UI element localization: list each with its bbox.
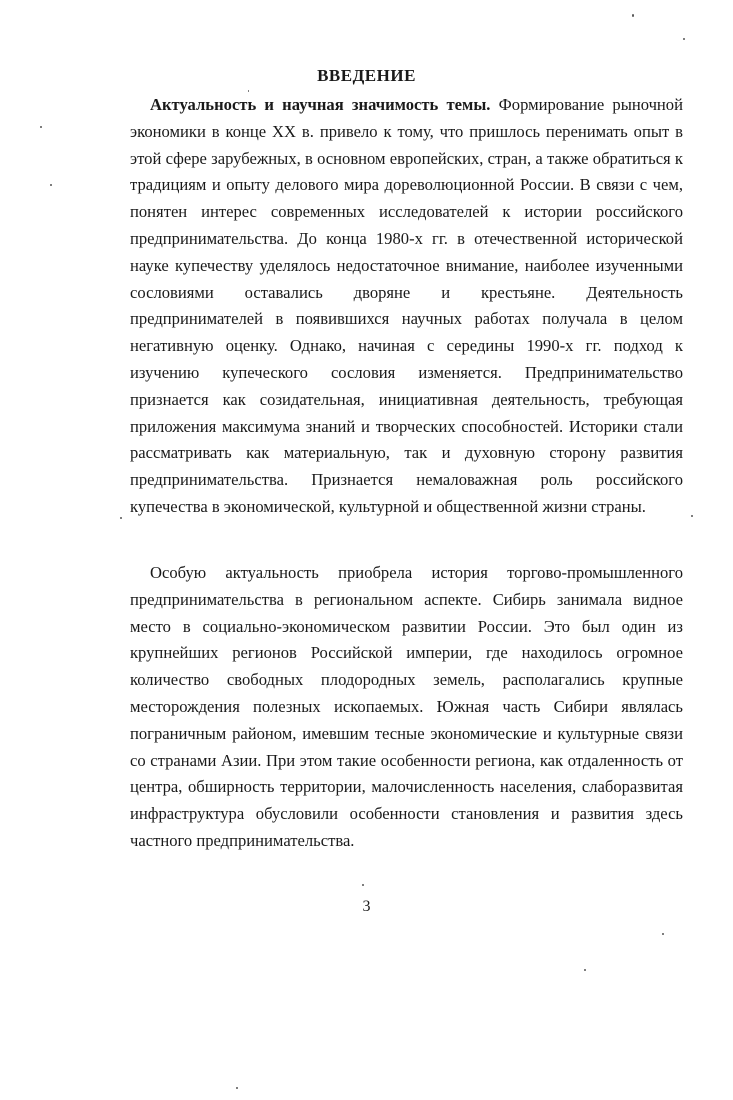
scan-speck xyxy=(50,184,52,186)
paragraph-lead: Актуальность и научная значимость темы. xyxy=(150,95,491,114)
scan-speck xyxy=(683,38,685,40)
paragraph-siberia xyxy=(130,560,683,855)
scan-speck xyxy=(662,933,664,935)
scan-speck xyxy=(120,517,122,519)
scan-speck xyxy=(632,14,634,17)
paragraph-body: Особую актуальность приобрела история торгово-промышленного предпринимательства в региональном аспекте. Сибирь занимала видное место в социально-экономическом развитии России. Это был один из крупнейших регионов Российской империи, где находилось огромное количество свободных плодородных земель, располагались крупные месторождения полезных ископаемых. Южная часть Сибири являлась пограничным районом, имевшим тесные экономические и культурные связи со странами Азии. При этом такие особенности региона, как отдаленность от центра, обширность территории, малочисленность населения, слаборазвитая инфраструктура обусловили особенности становления и развития здесь частного предпринимательства. xyxy=(130,563,683,850)
paragraph-relevance xyxy=(130,92,683,521)
scan-speck xyxy=(40,126,42,128)
paragraph-text xyxy=(130,92,683,521)
page-title: ВВЕДЕНИЕ xyxy=(317,66,416,85)
scan-speck xyxy=(691,515,693,517)
page-number: 3 xyxy=(362,898,371,915)
scan-speck xyxy=(362,884,364,886)
paragraph-body: Формирование рыночной экономики в конце XX в. привело к тому, что пришлось перенимать опыт в этой сфере зарубежных, в основном европейских, стран, а также обратиться к традициям и опыту делового мира дореволюционной России. В связи с чем, понятен интерес современных исследователей к истории российского предпринимательства. До конца 1980-х гг. в отечественной исторической науке купечеству уделялось недостаточное внимание, наиболее изученными сословиями оставались дворяне и крестьяне. Деятельность предпринимателей в появившихся научных работах получала в целом негативную оценку. Однако, начиная с середины 1990-х гг. подход к изучению купеческого сословия изменяется. Предпринимательство признается как созидательная, инициативная деятельность, требующая приложения максимума знаний и творческих способностей. Историки стали рассматривать как материальную, так и духовную сторону развития предпринимательства. Признается немаловажная роль российского купечества в экономической, культурной и общественной жизни страны. xyxy=(130,95,683,516)
scan-speck xyxy=(248,90,249,92)
scan-speck xyxy=(584,969,586,971)
scan-speck xyxy=(236,1087,238,1089)
